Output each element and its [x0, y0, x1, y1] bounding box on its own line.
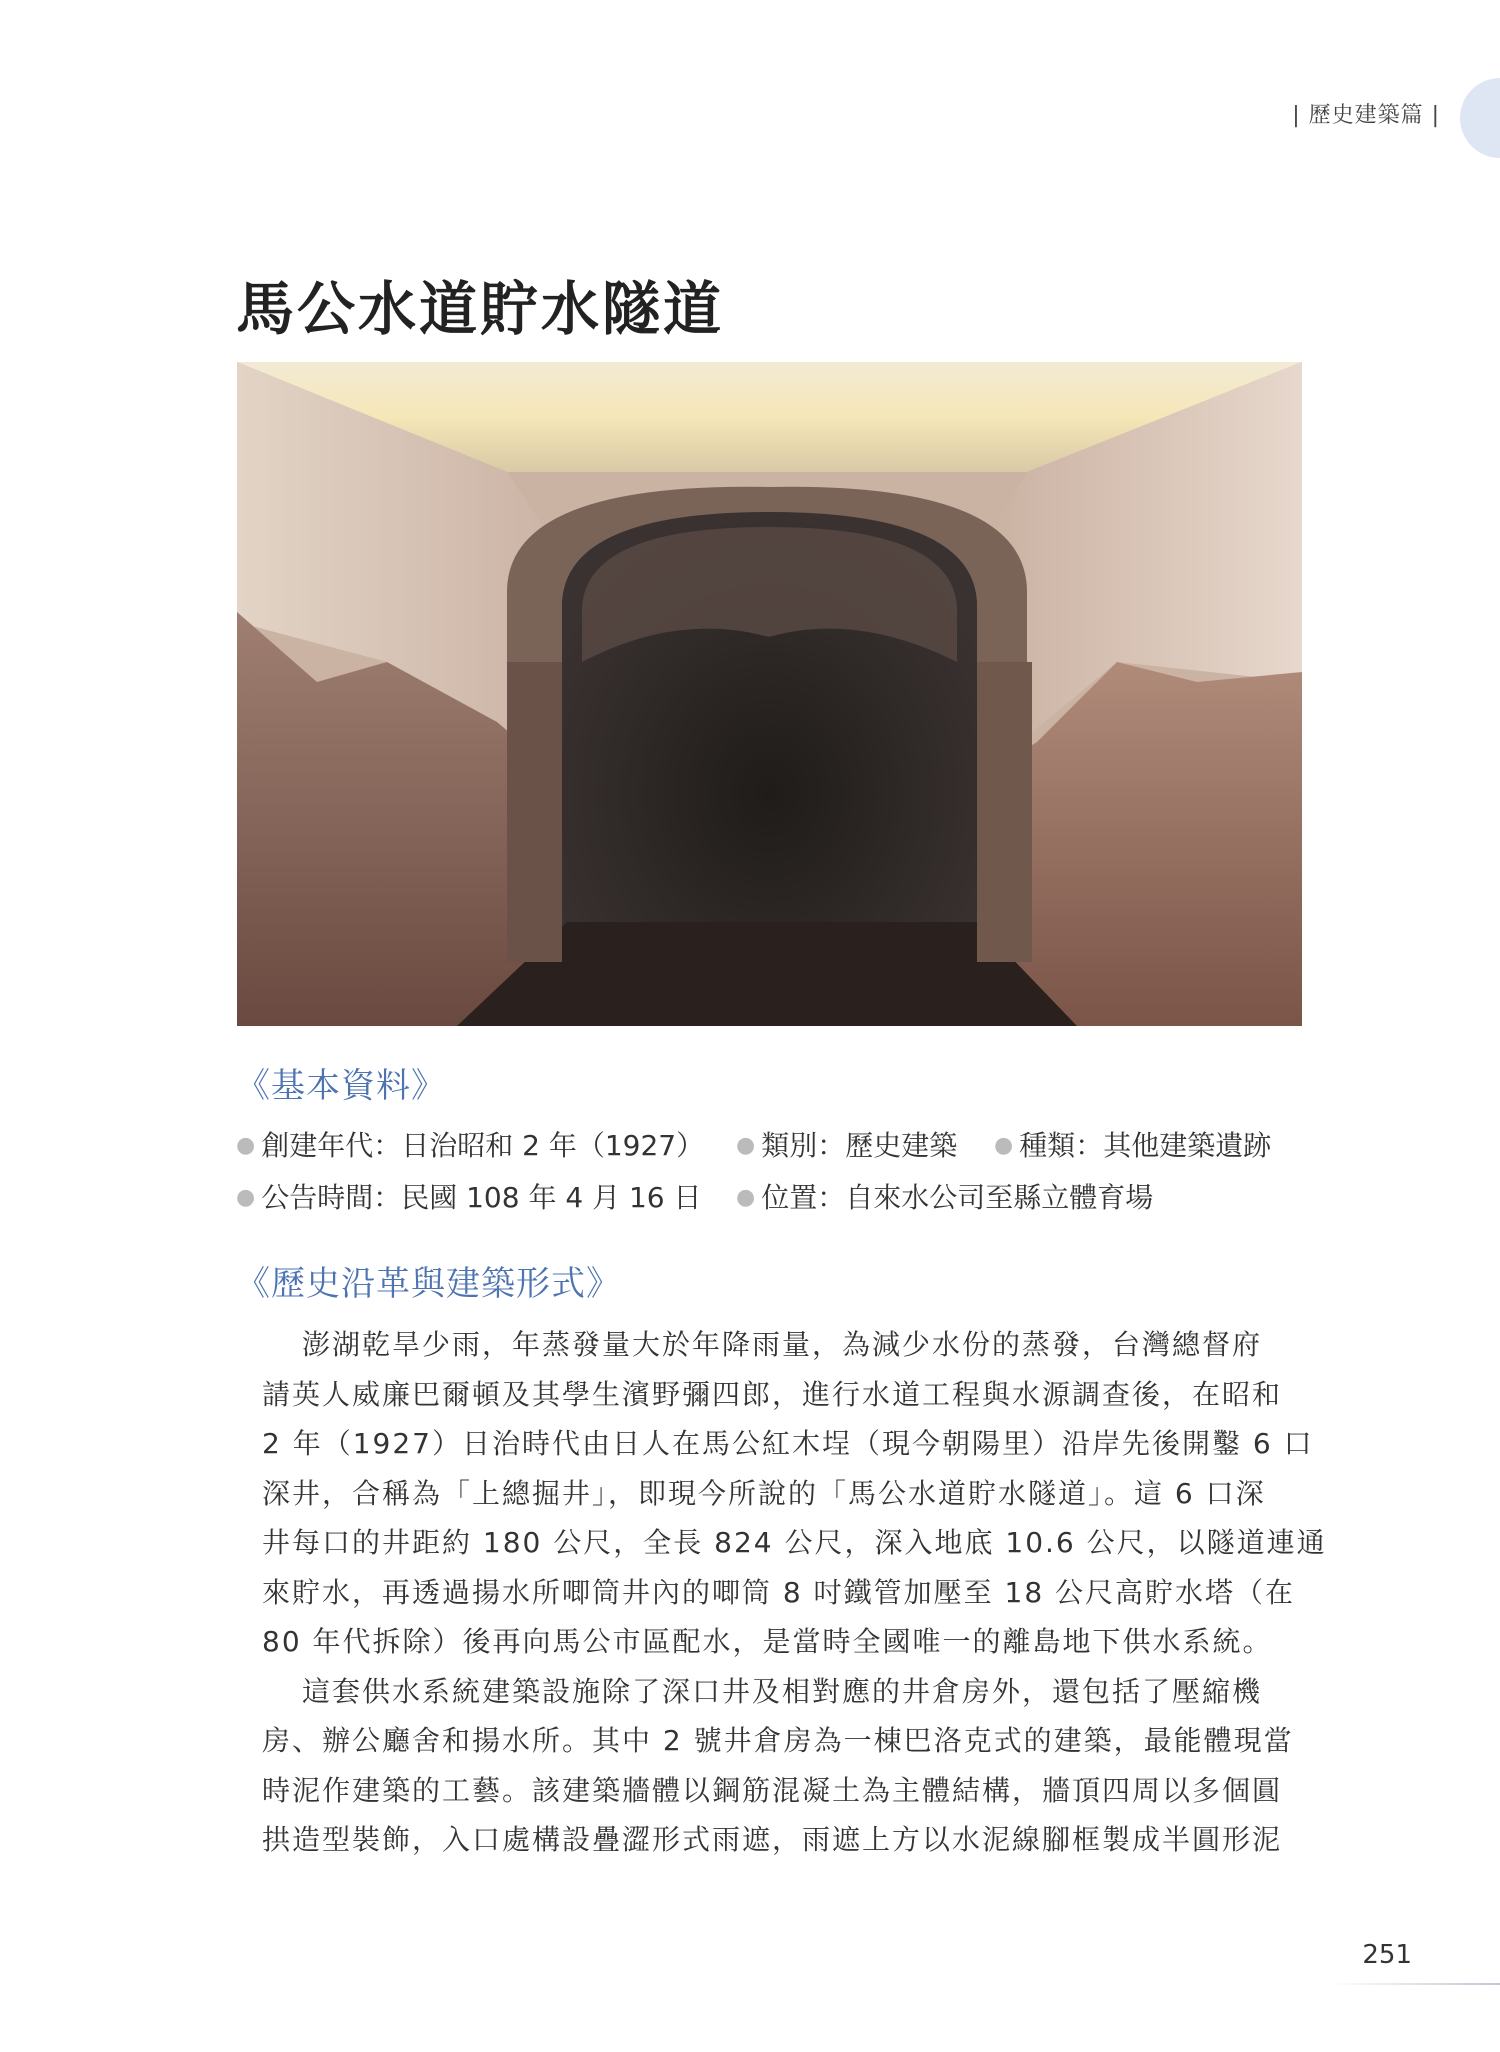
body-line: 80 年代拆除）後再向馬公市區配水，是當時全國唯一的離島地下供水系統。 [262, 1625, 1273, 1658]
body-line: 深井，合稱為「上總掘井」，即現今所說的「馬公水道貯水隧道」。這 6 口深 [262, 1476, 1266, 1510]
bullet-dot-icon: ● [236, 1185, 256, 1210]
body-line: 來貯水，再透過揚水所唧筒井內的唧筒 8 吋鐵管加壓至 18 公尺高貯水塔（在 [262, 1575, 1296, 1609]
history-body [262, 1320, 1327, 1865]
tunnel-photo-illustration [237, 362, 1302, 1026]
body-line: 澎湖乾旱少雨，年蒸發量大於年降雨量，為減少水份的蒸發，台灣總督府 [302, 1328, 1263, 1361]
info-item-announcement-date: ● 公告時間：民國 108 年 4 月 16 日 [236, 1181, 702, 1214]
info-item-type: ● 種類：其他建築遺跡 [994, 1129, 1272, 1162]
body-line: 拱造型裝飾，入口處構設疊澀形式雨遮，雨遮上方以水泥線腳框製成半圓形泥 [262, 1823, 1283, 1856]
tunnel-photo [237, 362, 1302, 1026]
footer-rule [1330, 1983, 1500, 1985]
info-item-category: ● 類別：歷史建築 [736, 1129, 958, 1162]
info-item-location: ● 位置：自來水公司至縣立體育場 [736, 1181, 1154, 1214]
running-header-section: | 歷史建築篇 | [1292, 103, 1440, 128]
bullet-dot-icon: ● [736, 1185, 756, 1210]
page-number: 251 [1362, 1940, 1412, 1970]
info-item-founding-year: ● 創建年代：日治昭和 2 年（1927） [236, 1129, 705, 1162]
section-tab-marker [1460, 78, 1500, 158]
body-line: 井每口的井距約 180 公尺，全長 824 公尺，深入地底 10.6 公尺，以隧道連通 [262, 1526, 1327, 1559]
bullet-dot-icon: ● [736, 1133, 756, 1158]
page-title: 馬公水道貯水隧道 [236, 275, 725, 343]
body-line: 請英人威廉巴爾頓及其學生濱野彌四郎，進行水道工程與水源調查後，在昭和 [262, 1377, 1283, 1411]
bullet-dot-icon: ● [236, 1133, 256, 1158]
body-line: 這套供水系統建築設施除了深口井及相對應的井倉房外，還包括了壓縮機 [302, 1674, 1263, 1708]
basic-info-heading: 《基本資料》 [236, 1066, 446, 1106]
body-line: 2 年（1927）日治時代由日人在馬公紅木埕（現今朝陽里）沿岸先後開鑿 6 口 [262, 1427, 1314, 1460]
bullet-dot-icon: ● [994, 1133, 1014, 1158]
history-heading: 《歷史沿革與建築形式》 [236, 1264, 621, 1304]
body-line: 時泥作建築的工藝。該建築牆體以鋼筋混凝土為主體結構，牆頂四周以多個圓 [262, 1773, 1283, 1807]
body-line: 房、辦公廳舍和揚水所。其中 2 號井倉房為一棟巴洛克式的建築，最能體現當 [262, 1724, 1294, 1757]
